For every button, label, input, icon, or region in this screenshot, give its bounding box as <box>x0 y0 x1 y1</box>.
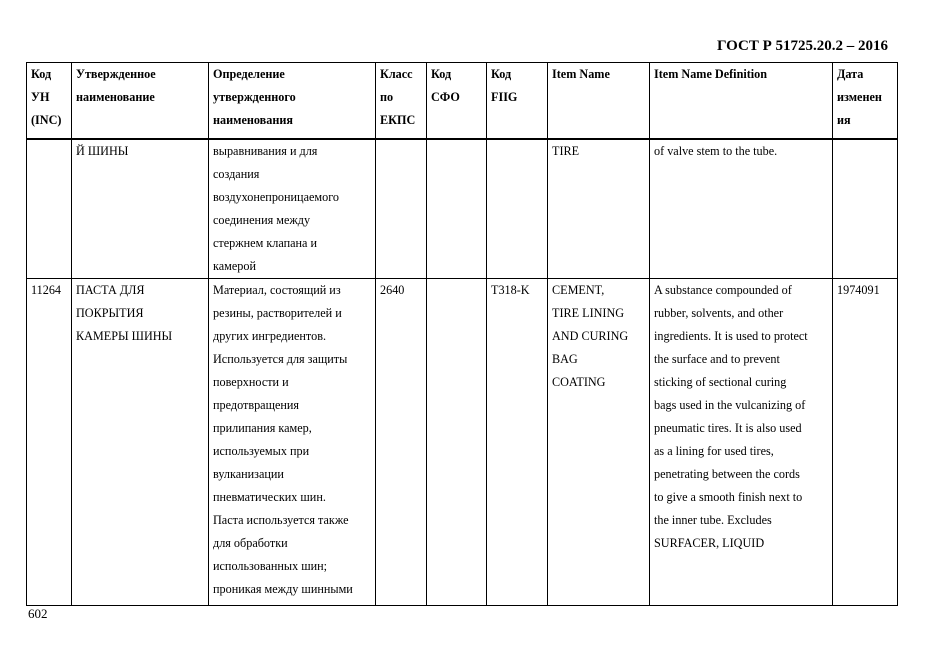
cell-text-line: Паста используется также <box>213 512 349 527</box>
cell-text-line: COATING <box>552 374 606 389</box>
cell-definition <box>209 139 376 279</box>
cell-text-line: камерой <box>213 258 256 273</box>
cell-approved-name <box>72 278 209 605</box>
header-cell-item-name-definition <box>650 63 833 139</box>
cell-text-line: изменен <box>837 90 882 104</box>
cell-text-line: СФО <box>431 90 460 104</box>
cell-inc <box>27 278 72 605</box>
cell-text-line: УН <box>31 90 50 104</box>
cell-text-line: Код <box>31 67 52 81</box>
cell-ekps-class <box>376 278 427 605</box>
header-cell-approved-name <box>72 63 209 139</box>
cell-text-line: the surface and to prevent <box>654 351 780 366</box>
cell-fiig-code <box>487 278 548 605</box>
cell-text-line: Код <box>431 67 452 81</box>
cell-text-line: (INC) <box>31 113 62 127</box>
cell-text-line: Определение <box>213 67 285 81</box>
cell-text-line: AND CURING <box>552 328 629 343</box>
cell-text-line: TIRE LINING <box>552 305 625 320</box>
cell-text-line: Й ШИНЫ <box>76 143 129 158</box>
cell-text-line: Код <box>491 67 512 81</box>
cell-item-name-definition <box>650 278 833 605</box>
cell-text-line: резины, растворителей и <box>213 305 342 320</box>
header-cell-definition <box>209 63 376 139</box>
cell-text-line: Материал, состоящий из <box>213 282 341 297</box>
cell-text-line: соединения между <box>213 212 311 227</box>
cell-text-line: ПАСТА ДЛЯ <box>76 282 145 297</box>
cell-text-line: пневматических шин. <box>213 489 326 504</box>
cell-text-line: стержнем клапана и <box>213 235 318 250</box>
cell-text-line: утвержденного <box>213 90 296 104</box>
table-header-row <box>27 63 898 139</box>
cell-approved-name <box>72 139 209 279</box>
cell-text-line: A substance compounded of <box>654 282 792 297</box>
cell-text-line: as a lining for used tires, <box>654 443 774 458</box>
document-standard-number: ГОСТ Р 51725.20.2 – 2016 <box>716 38 888 54</box>
cell-text-line: of valve stem to the tube. <box>654 143 778 158</box>
cell-change-date <box>833 139 898 279</box>
cell-sfo-code <box>427 278 487 605</box>
cell-text-line: Используется для защиты <box>213 351 348 366</box>
header-cell-inc <box>27 63 72 139</box>
cell-fiig-code <box>487 139 548 279</box>
cell-text-line: CEMENT, <box>552 282 605 297</box>
cell-text-line: 1974091 <box>837 282 880 297</box>
header-cell-change-date <box>833 63 898 139</box>
cell-text-line: проникая между шинными <box>213 581 353 596</box>
cell-text-line: Item Name <box>552 67 610 81</box>
cell-text-line: penetrating between the cords <box>654 466 800 481</box>
cell-change-date <box>833 278 898 605</box>
cell-text-line: Дата <box>837 67 864 81</box>
cell-text-line: FIIG <box>491 90 518 104</box>
cell-ekps-class <box>376 139 427 279</box>
cell-text-line: выравнивания и для <box>213 143 318 158</box>
cell-text-line: the inner tube. Excludes <box>654 512 772 527</box>
cell-item-name <box>548 278 650 605</box>
cell-text-line: используемых при <box>213 443 310 458</box>
header-cell-sfo-code <box>427 63 487 139</box>
cell-item-name-definition <box>650 139 833 279</box>
cell-text-line: rubber, solvents, and other <box>654 305 784 320</box>
cell-text-line: ЕКПС <box>380 113 416 127</box>
cell-text-line: TIRE <box>552 143 580 158</box>
cell-text-line: для обработки <box>213 535 288 550</box>
cell-inc <box>27 139 72 279</box>
cell-text-line: bags used in the vulcanizing of <box>654 397 806 412</box>
cell-text-line: предотвращения <box>213 397 300 412</box>
cell-text-line: pneumatic tires. It is also used <box>654 420 802 435</box>
cell-definition <box>209 278 376 605</box>
cell-text-line: 2640 <box>380 282 405 297</box>
cell-text-line: Item Name Definition <box>654 67 768 81</box>
header-cell-fiig-code <box>487 63 548 139</box>
cell-text-line: ПОКРЫТИЯ <box>76 305 144 320</box>
cell-text-line: использованных шин; <box>213 558 328 573</box>
cell-text-line: to give a smooth finish next to <box>654 489 803 504</box>
table-row <box>27 278 898 605</box>
cell-text-line: наименование <box>76 90 155 104</box>
cell-text-line: воздухонепроницаемого <box>213 189 339 204</box>
header-cell-ekps-class <box>376 63 427 139</box>
cell-text-line: T318-K <box>491 282 530 297</box>
page-number: 602 <box>28 606 48 621</box>
cell-sfo-code <box>427 139 487 279</box>
table-row <box>27 139 898 279</box>
cell-text-line: создания <box>213 166 260 181</box>
cell-text-line: sticking of sectional curing <box>654 374 787 389</box>
cell-text-line: 11264 <box>31 282 62 297</box>
header-cell-item-name <box>548 63 650 139</box>
nomenclature-table <box>26 62 898 606</box>
cell-text-line: по <box>380 90 394 104</box>
cell-text-line: SURFACER, LIQUID <box>654 535 765 550</box>
cell-text-line: наименования <box>213 113 293 127</box>
cell-text-line: поверхности и <box>213 374 289 389</box>
cell-text-line: прилипания камер, <box>213 420 312 435</box>
cell-text-line: ия <box>837 113 851 127</box>
cell-text-line: вулканизации <box>213 466 284 481</box>
cell-text-line: BAG <box>552 351 578 366</box>
cell-text-line: КАМЕРЫ ШИНЫ <box>76 328 173 343</box>
cell-text-line: других ингредиентов. <box>213 328 326 343</box>
cell-text-line: Утвержденное <box>76 67 156 81</box>
cell-text-line: ingredients. It is used to protect <box>654 328 808 343</box>
cell-text-line: Класс <box>380 67 413 81</box>
cell-item-name <box>548 139 650 279</box>
